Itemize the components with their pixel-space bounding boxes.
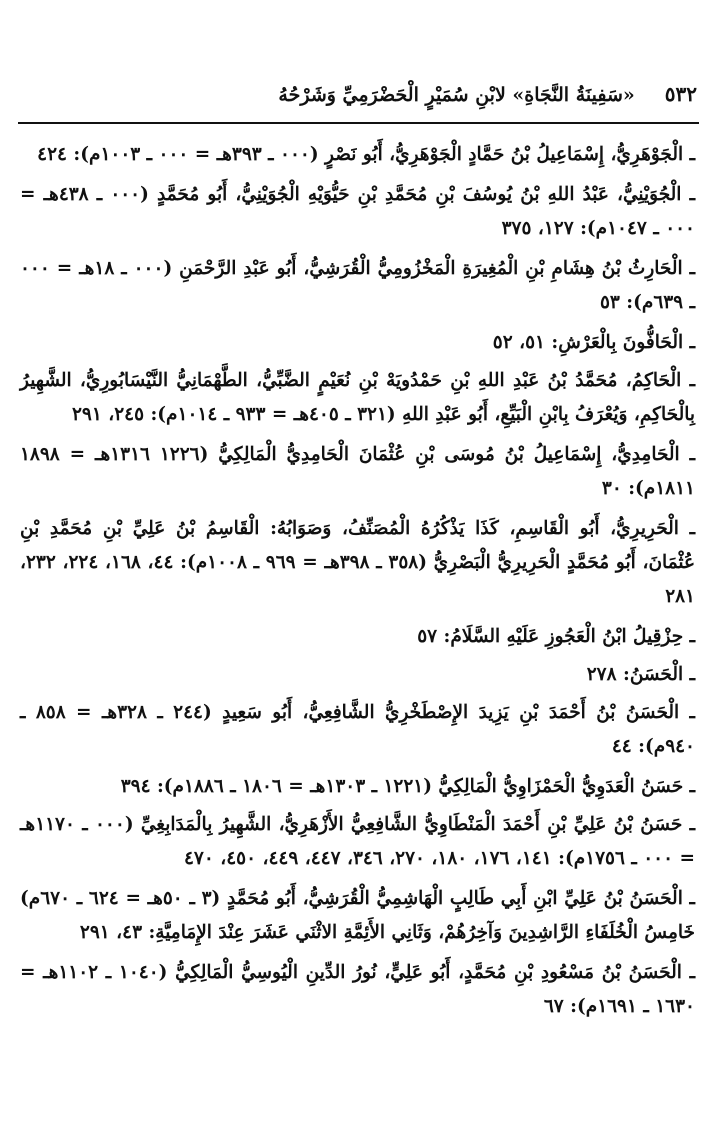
index-entry: ـ الْحَامِدِيُّ، إِسْمَاعِيلُ بْنُ مُوسَى بْنِ عُثْمَانَ الْحَامِدِيُّ الْمَالِكِيُّ (١٢٢٦ ١٣١٦هـ = ١٨٩٨ ١٨١١م): ٣٠ — [20, 444, 695, 499]
index-entry: ـ حَسَنُ الْعَدَوِيُّ الْحَمْزَاوِيُّ الْمَالِكِيُّ (١٢٢١ ـ ١٣٠٣هـ = ١٨٠٦ ـ ١٨٨٦م): ٣٩٤ — [120, 776, 695, 797]
index-entry: ـ الْحَارِثُ بْنُ هِشَامِ بْنِ الْمُغِيرَةِ الْمَخْزُومِيُّ الْقُرَشِيُّ، أَبُو عَبْدِ الرَّحْمَنِ (٠٠٠ ـ ١٨هـ = ٠٠٠ ـ ٦٣٩م): ٥٣ — [20, 258, 695, 313]
index-entry: ـ الْحَسَنُ بْنُ أَحْمَدَ بْنِ يَزِيدَ الإِصْطَخْرِيُّ الشَّافِعِيُّ، أَبُو سَعِيدٍ (٢٤٤ ـ ٣٢٨هـ = ٨٥٨ ـ ٩٤٠م): ٤٤ — [20, 702, 695, 757]
running-title: «سَفِينَةُ النَّجَاةِ» لابْنِ سُمَيْرٍ الْحَضْرَمِيِّ وَشَرْحُهُ — [278, 84, 635, 106]
index-entry: ـ الْحَافُّونَ بِالْعَرْشِ: ٥١، ٥٢ — [492, 332, 695, 353]
index-entry: ـ الْحَسَنُ: ٢٧٨ — [586, 664, 695, 685]
header-rule — [18, 122, 699, 124]
page-header — [20, 66, 697, 106]
index-entry: ـ الْجُوَيْنِيُّ، عَبْدُ اللهِ بْنُ يُوسُفَ بْنِ مُحَمَّدِ بْنِ حَيُّوَيْهِ الْجُوَيْنِيُّ، أَبُو مُحَمَّدٍ (٠٠٠ ـ ٤٣٨هـ = ٠٠٠ ـ ١٠٤٧م): ١٢٧، ٣٧٥ — [20, 184, 695, 239]
index-entry: ـ الْجَوْهَرِيُّ، إِسْمَاعِيلُ بْنُ حَمَّادٍ الْجَوْهَرِيُّ، أَبُو نَصْرٍ (٠٠٠ ـ ٣٩٣هـ = ٠٠٠ ـ ١٠٠٣م): ٤٢٤ — [37, 144, 695, 165]
index-entry: ـ الْحَاكِمُ، مُحَمَّدُ بْنُ عَبْدِ اللهِ بْنِ حَمْدُويَهْ بْنِ نُعَيْمٍ الضَّبِّيُّ، الطَّهْمَانِيُّ النَّيْسَابُورِيُّ، الشَّهِيرُ بِالْحَاكِمِ، وَيُعْرَفُ بِابْنِ الْبَيِّعِ، أَبُو عَبْدِ اللهِ (٣٢١ ـ ٤٠٥هـ = ٩٣٣ ـ ١٠١٤م): ٢٤٥، ٢٩١ — [20, 370, 695, 425]
index-entry: ـ حِزْقِيلُ ابْنُ الْعَجُوزِ عَلَيْهِ السَّلَامُ: ٥٧ — [417, 626, 695, 647]
index-entry: ـ الْحَسَنُ بْنُ مَسْعُودِ بْنِ مُحَمَّدٍ، أَبُو عَلِيٍّ، نُورُ الدِّينِ الْيُوسِيُّ الْمَالِكِيُّ (١٠٤٠ ـ ١١٠٢هـ = ١٦٣٠ ـ ١٦٩١م): ٦٧ — [20, 962, 695, 1017]
index-entry: ـ الْحَسَنُ بْنُ عَلِيِّ ابْنِ أَبِي طَالِبٍ الْهَاشِمِيُّ الْقُرَشِيُّ، أَبُو مُحَمَّدٍ (٣ ـ ٥٠هـ = ٦٢٤ ـ ٦٧٠م) خَامِسُ الْخُلَفَاءِ الرَّاشِدِينَ وَآخِرُهُمْ، وَثَانِي الأَئِمَّةِ الاثْنَي عَشَرَ عِنْدَ الإِمَامِيَّةِ: ٤٣، ٢٩١ — [20, 888, 695, 943]
page-number: ٥٣٢ — [664, 82, 697, 106]
index-entries — [20, 138, 695, 1115]
index-entry: ـ الْحَرِيرِيُّ، أَبُو الْقَاسِمِ، كَذَا يَذْكُرُهُ الْمُصَنِّفُ، وَصَوَابُهُ: الْقَاسِمُ بْنُ عَلِيِّ بْنِ مُحَمَّدِ بْنِ عُثْمَانَ، أَبُو مُحَمَّدٍ الْحَرِيرِيُّ الْبَصْرِيُّ (٣٥٨ ـ ٣٩٨هـ = ٩٦٩ ـ ١٠٠٨م): ٤٤، ١٦٨، ٢٢٤، ٢٣٢، ٢٨١ — [20, 518, 696, 607]
index-entry: ـ حَسَنُ بْنُ عَلِيِّ بْنِ أَحْمَدَ الْمَنْطَاوِيُّ الشَّافِعِيُّ الأَزْهَرِيُّ، الشَّهِيرُ بِالْمَدَابِغِيِّ (٠٠٠ ـ ١١٧٠هـ = ٠٠٠ ـ ١٧٥٦م): ١٤١، ١٧٦، ١٨٠، ٢٧٠، ٣٤٦، ٤٤٧، ٤٤٩، ٤٥٠، ٤٧٠ — [20, 814, 695, 869]
